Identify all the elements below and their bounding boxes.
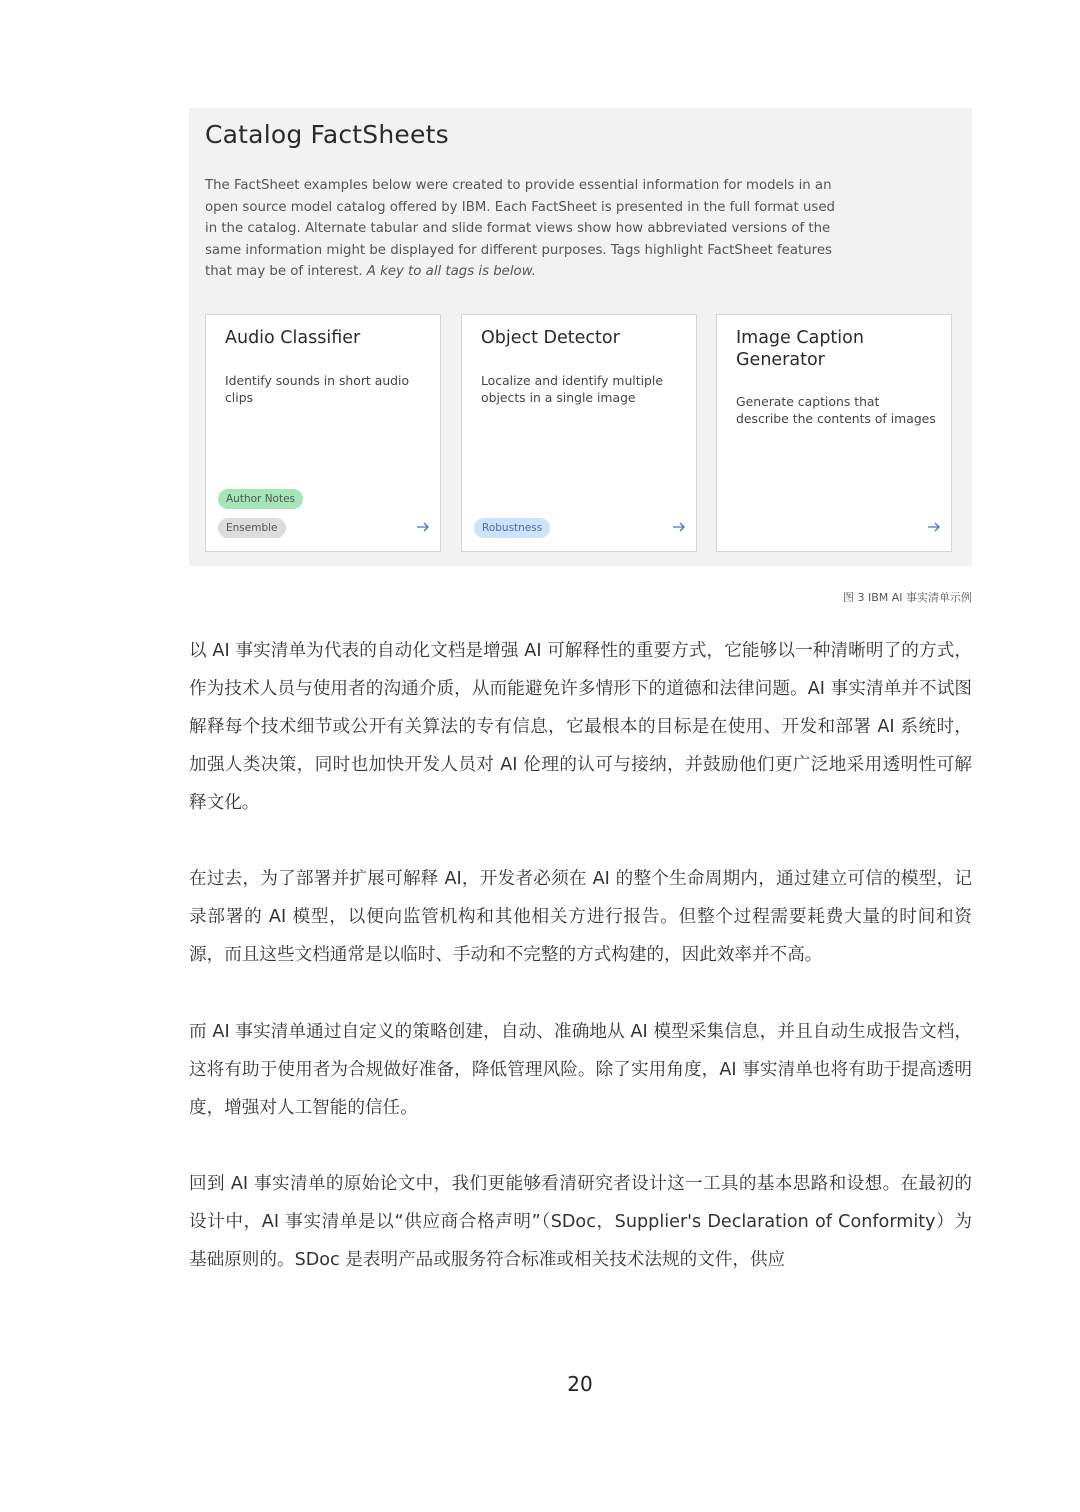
body-paragraph: 在过去，为了部署并扩展可解释 AI，开发者必须在 AI 的整个生命周期内，通过建立可信的模型，记录部署的 AI 模型，以便向监管机构和其他相关方进行报告。但整个过程需要耗费大量的时间和资源，而且这些文档通常是以临时、手动和不完整的方式构建的，因此效率并不高。 bbox=[189, 869, 972, 965]
body-paragraph: 而 AI 事实清单通过自定义的策略创建，自动、准确地从 AI 模型采集信息，并且自动生成报告文档，这将有助于使用者为合规做好准备，降低管理风险。除了实用角度，AI 事实清单也将有助于提高透明度，增强对人工智能的信任。 bbox=[189, 1022, 972, 1118]
arrow-right-icon[interactable] bbox=[927, 520, 941, 534]
figure-description bbox=[205, 175, 845, 283]
card-title: Audio Classifier bbox=[225, 328, 361, 348]
body-paragraph: 回到 AI 事实清单的原始论文中，我们更能够看清研究者设计这一工具的基本思路和设想。在最初的设计中，AI 事实清单是以“供应商合格声明”（SDoc，Supplier's Declaration of Conformity）为基础原则的。SDoc 是表明产品或服务符合标准或相关技术法规的文件，供应 bbox=[189, 1174, 972, 1270]
card-description: Identify sounds in short audio clips bbox=[225, 373, 410, 405]
card-description: Generate captions that describe the contents of images bbox=[736, 394, 936, 426]
card-object-detector[interactable] bbox=[461, 314, 697, 552]
card-title: Image Caption Generator bbox=[736, 328, 864, 370]
card-description: Localize and identify multiple objects in a single image bbox=[481, 373, 663, 405]
tag-author-notes[interactable]: Author Notes bbox=[218, 489, 303, 509]
figure-title: Catalog FactSheets bbox=[205, 120, 449, 149]
page-number: 20 bbox=[567, 1372, 593, 1396]
body-paragraph: 以 AI 事实清单为代表的自动化文档是增强 AI 可解释性的重要方式，它能够以一种清晰明了的方式，作为技术人员与使用者的沟通介质，从而能避免许多情形下的道德和法律问题。AI 事实清单并不试图解释每个技术细节或公开有关算法的专有信息，它最根本的目标是在使用、开发和部署 AI 系统时，加强人类决策，同时也加快开发人员对 AI 伦理的认可与接纳，并鼓励他们更广泛地采用透明性可解释文化。 bbox=[189, 641, 972, 813]
card-audio-classifier[interactable] bbox=[205, 314, 441, 552]
card-image-caption-generator[interactable] bbox=[716, 314, 952, 552]
figure-caption: 图 3 IBM AI 事实清单示例 bbox=[842, 591, 972, 604]
arrow-right-icon[interactable] bbox=[416, 520, 430, 534]
card-title: Object Detector bbox=[481, 328, 620, 348]
figure-description-text: The FactSheet examples below were created to provide essential information for models in an open source model catalog offered by IBM. Each FactSheet is presented in the full format used in the catalog. Alternate tabular and slide format views show how abbreviated versions of the same information might be displayed for different purposes. Tags highlight FactSheet features that may be of interest. bbox=[205, 178, 835, 280]
tag-ensemble[interactable]: Ensemble bbox=[218, 518, 286, 538]
figure-description-italic: A key to all tags is below. bbox=[366, 264, 536, 280]
tag-robustness[interactable]: Robustness bbox=[474, 518, 550, 538]
factsheet-figure bbox=[189, 108, 972, 566]
arrow-right-icon[interactable] bbox=[672, 520, 686, 534]
